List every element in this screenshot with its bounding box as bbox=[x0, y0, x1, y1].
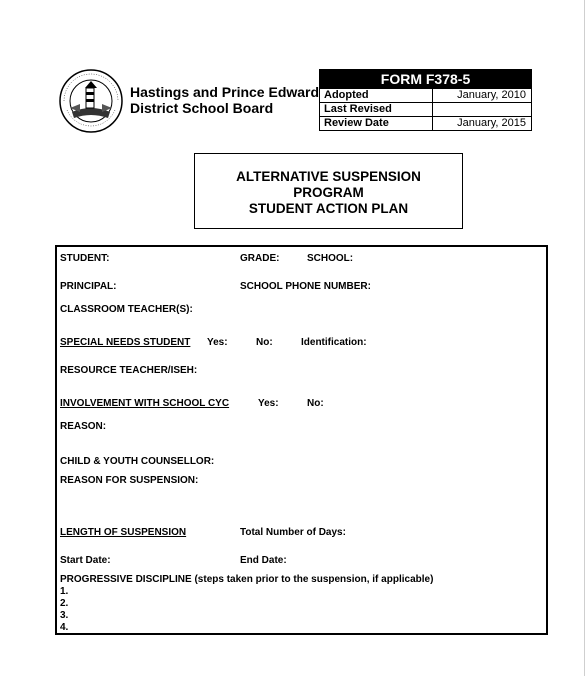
form-row-value: January, 2015 bbox=[457, 117, 526, 129]
form-row-value bbox=[433, 103, 531, 116]
step-4: 4. bbox=[60, 622, 69, 633]
document-title bbox=[194, 153, 463, 229]
step-2: 2. bbox=[60, 598, 69, 609]
special-needs-yes: Yes: bbox=[207, 337, 228, 348]
principal-label: PRINCIPAL: bbox=[60, 281, 117, 292]
action-plan-form bbox=[55, 245, 548, 635]
student-label: STUDENT: bbox=[60, 253, 110, 264]
resource-teacher-label: RESOURCE TEACHER/ISEH: bbox=[60, 365, 198, 376]
progressive-discipline-label: PROGRESSIVE DISCIPLINE (steps taken prior to the suspension, if applicable) bbox=[60, 574, 434, 585]
step-3: 3. bbox=[60, 610, 69, 621]
involvement-no: No: bbox=[307, 398, 324, 409]
form-row-label: Review Date bbox=[320, 117, 433, 130]
involvement-yes: Yes: bbox=[258, 398, 279, 409]
identification-label: Identification: bbox=[301, 337, 367, 348]
total-days-label: Total Number of Days: bbox=[240, 527, 346, 538]
title-line2: PROGRAM bbox=[293, 185, 364, 200]
step-1: 1. bbox=[60, 586, 69, 597]
start-date-label: Start Date: bbox=[60, 555, 111, 566]
school-phone-label: SCHOOL PHONE NUMBER: bbox=[240, 281, 371, 292]
length-suspension-label: LENGTH OF SUSPENSION bbox=[60, 527, 187, 538]
grade-label: GRADE: bbox=[240, 253, 280, 264]
board-name-line1: Hastings and Prince Edward bbox=[130, 84, 320, 100]
form-number: FORM F378-5 bbox=[320, 70, 531, 88]
form-row-label: Last Revised bbox=[320, 103, 433, 116]
school-label: SCHOOL: bbox=[307, 253, 354, 264]
title-line3: STUDENT ACTION PLAN bbox=[248, 201, 409, 216]
classroom-teacher-label: CLASSROOM TEACHER(S): bbox=[60, 304, 193, 315]
school-board-logo bbox=[58, 68, 124, 134]
special-needs-no: No: bbox=[256, 337, 273, 348]
end-date-label: End Date: bbox=[240, 555, 287, 566]
form-row-adopted bbox=[320, 88, 531, 102]
reason-label: REASON: bbox=[60, 421, 107, 432]
special-needs-label: SPECIAL NEEDS STUDENT bbox=[60, 337, 191, 348]
form-info-box bbox=[319, 69, 532, 131]
form-row-review-date bbox=[320, 116, 531, 130]
cyc-counsellor-label: CHILD & YOUTH COUNSELLOR: bbox=[60, 456, 215, 467]
title-line1: ALTERNATIVE SUSPENSION bbox=[236, 169, 421, 184]
board-name-line2: District School Board bbox=[130, 100, 274, 116]
form-row-label: Adopted bbox=[320, 89, 433, 102]
board-name bbox=[130, 84, 319, 116]
reason-suspension-label: REASON FOR SUSPENSION: bbox=[60, 475, 199, 486]
involvement-cyc-label: INVOLVEMENT WITH SCHOOL CYC bbox=[60, 398, 230, 409]
form-row-value: January, 2010 bbox=[457, 89, 526, 101]
form-row-last-revised bbox=[320, 102, 531, 116]
